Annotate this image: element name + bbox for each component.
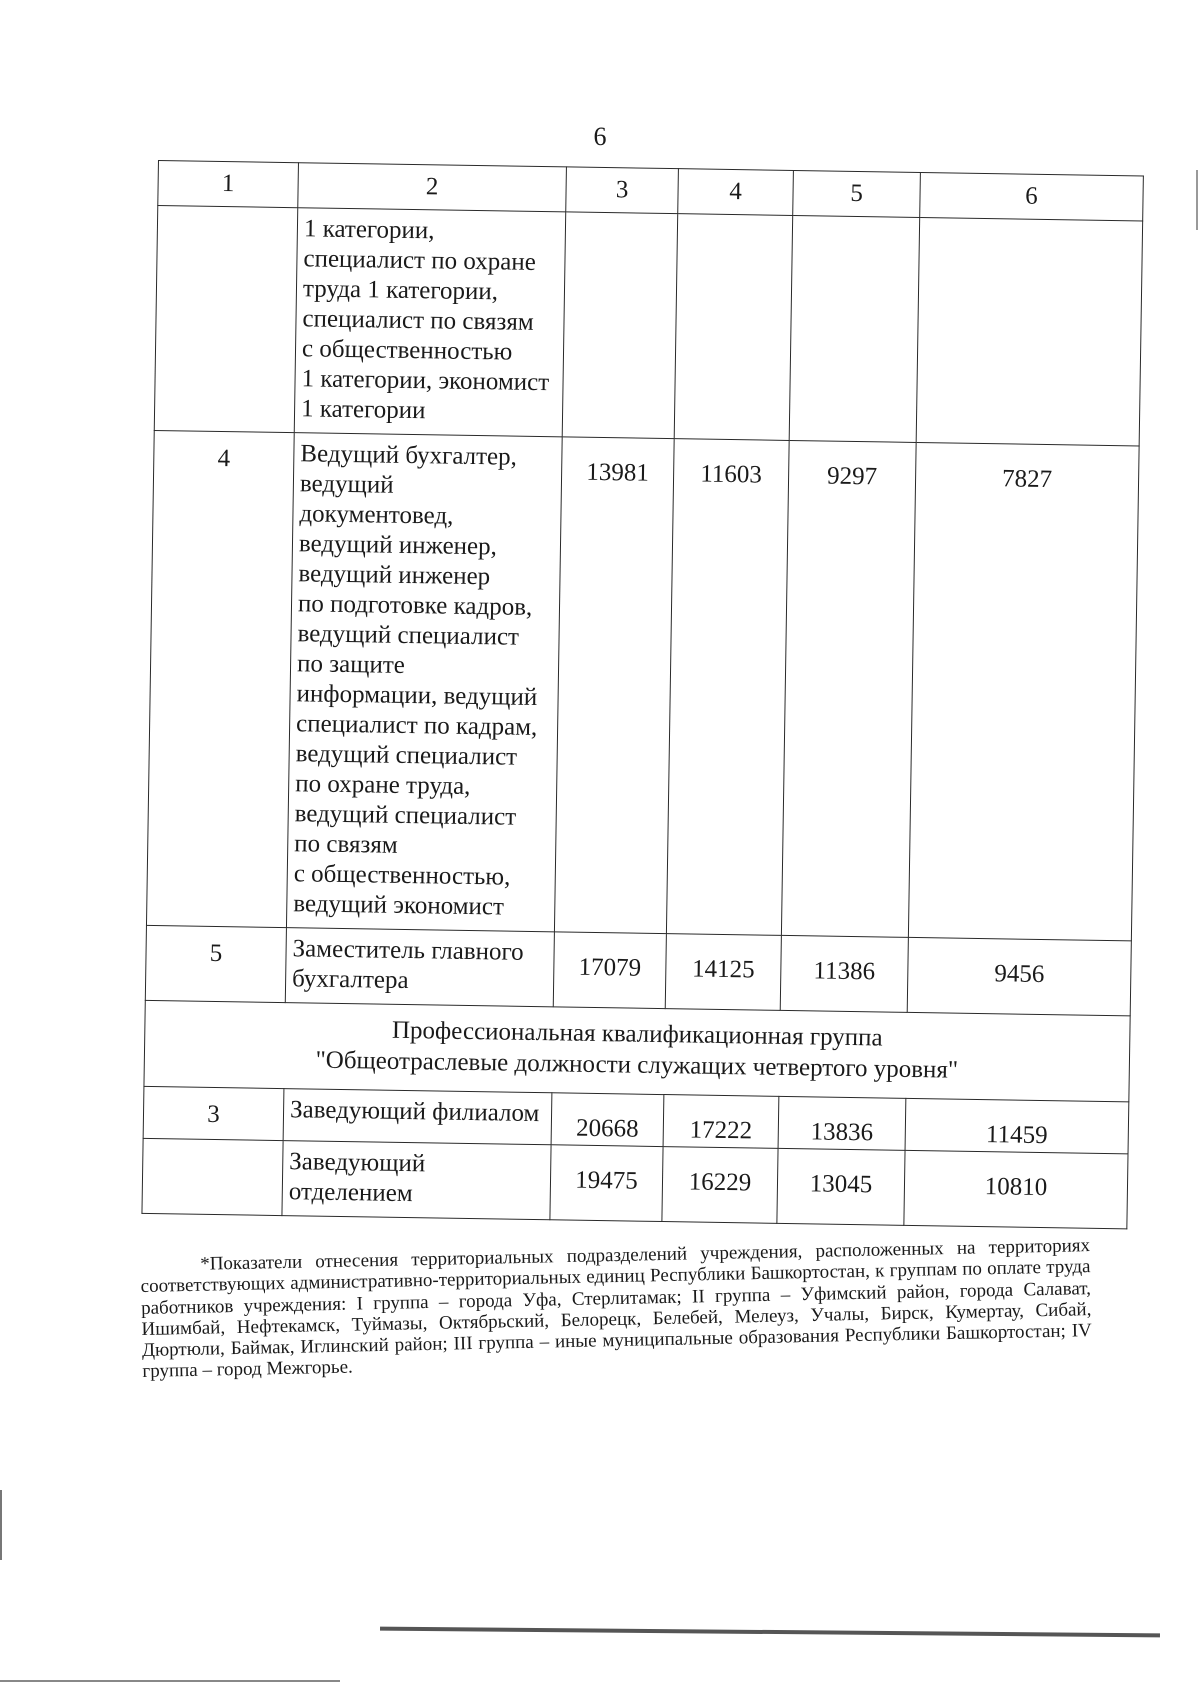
salary-value: 7827 [908, 442, 1139, 940]
position-name-line: информации, ведущий [296, 680, 538, 712]
column-header: 5 [793, 170, 921, 217]
position-name-line: по связям [294, 830, 398, 859]
salary-value: 13045 [777, 1148, 905, 1225]
position-name-line: ведущий специалист [297, 620, 520, 651]
position-name-line: по охране труда, [295, 770, 471, 800]
salary-value: 11603 [666, 439, 789, 936]
column-header: 1 [158, 161, 299, 208]
position-name [286, 433, 562, 932]
position-name-line: ведущий специалист [294, 800, 517, 831]
salary-value: 17222 [663, 1094, 779, 1148]
table-row [146, 430, 1139, 940]
position-name-line: Ведущий бухгалтер, [300, 440, 518, 471]
position-name-line: специалист по связям [302, 305, 534, 336]
position-name-line: Заведующий [289, 1147, 426, 1177]
salary-value: 19475 [550, 1144, 663, 1221]
position-name-line: ведущий [299, 470, 394, 499]
row-number [154, 206, 298, 433]
page-number: 6 [593, 122, 607, 151]
salary-value: 13981 [554, 437, 674, 934]
position-name-line: 1 категории [300, 395, 426, 425]
column-header: 3 [566, 167, 679, 214]
position-name-line: ведущий экономист [293, 890, 505, 921]
footnote [140, 1235, 1092, 1382]
scan-artifact [0, 1490, 2, 1560]
salary-value: 10810 [904, 1150, 1128, 1228]
salary-value [916, 217, 1143, 445]
salary-value [562, 212, 678, 439]
position-name-line: отделением [288, 1177, 413, 1207]
salary-value: 14125 [665, 934, 781, 1011]
salary-value: 9297 [781, 440, 916, 937]
salary-value: 11386 [780, 935, 908, 1012]
salary-value [789, 215, 920, 442]
column-header: 6 [920, 172, 1144, 220]
salary-table-container [141, 160, 1142, 1229]
position-name-line: ведущий инженер, [298, 530, 498, 561]
salary-value: 11459 [905, 1098, 1129, 1153]
table-row [142, 1138, 1128, 1228]
position-name-line: специалист по кадрам, [295, 710, 538, 742]
position-name-line: ведущий инженер [298, 560, 491, 591]
group-heading-line: Профессиональная квалификационная группа [391, 1016, 883, 1052]
row-number [142, 1138, 283, 1215]
position-name-line: ведущий специалист [295, 740, 518, 771]
position-name-line: 1 категории, экономист [301, 365, 550, 397]
salary-value: 16229 [662, 1146, 778, 1223]
salary-table [141, 160, 1143, 1229]
scan-artifact [0, 1680, 340, 1682]
position-name-line: 1 категории, [303, 215, 435, 245]
position-name [283, 1088, 552, 1144]
position-name-line: с общественностью [301, 335, 513, 366]
salary-value: 13836 [778, 1096, 906, 1150]
position-name-line: по защите [296, 650, 406, 679]
salary-value: 9456 [907, 937, 1131, 1015]
row-number: 3 [143, 1086, 284, 1140]
column-header: 4 [678, 169, 794, 216]
footnote-text: *Показатели отнесения территориальных подразделений учреждения, расположенных на территориях соответствующих административно-территориальных единиц Республики Башкортостан, к группам по оплате труда работников учреждения: I группа – города Уфа, Стерлитамак; II группа – Уфимский район, города Салават, Ишимбай, Нефтекамск, Туймазы, Октябрьский, Белорецк, Белебей, Мелеуз, Учалы, Бирск, Кумертау, Сибай, Дюртюли, Баймак, Иглинский район; III группа – иные муниципальные образования Республики Башкортостан; IV группа – город Межгорье. [140, 1235, 1093, 1383]
position-name-line: документовед, [299, 500, 454, 530]
position-name-line: бухгалтера [291, 965, 409, 995]
position-name-line: по подготовке кадров, [297, 590, 533, 621]
scan-artifact [380, 1627, 1160, 1638]
row-number: 4 [146, 430, 294, 927]
group-heading [144, 1000, 1130, 1101]
position-name-line: специалист по охране [303, 245, 537, 276]
position-name [294, 208, 566, 437]
position-name-line: труда 1 категории, [302, 275, 499, 306]
salary-value: 20668 [551, 1092, 664, 1146]
scan-artifact [1196, 170, 1198, 230]
salary-value [674, 214, 793, 441]
position-name [285, 928, 554, 1007]
row-number: 5 [145, 925, 286, 1002]
position-name-line: Заместитель главного [292, 935, 524, 966]
group-heading-row [144, 1000, 1130, 1101]
group-heading-line: "Общеотраслевые должности служащих четвертого уровня" [315, 1046, 959, 1084]
position-name-line: с общественностью, [293, 860, 511, 891]
position-name [282, 1140, 551, 1219]
position-name-line: Заведующий филиалом [289, 1095, 540, 1127]
column-header: 2 [298, 163, 567, 212]
table-row [154, 206, 1142, 446]
salary-value: 17079 [553, 932, 666, 1009]
